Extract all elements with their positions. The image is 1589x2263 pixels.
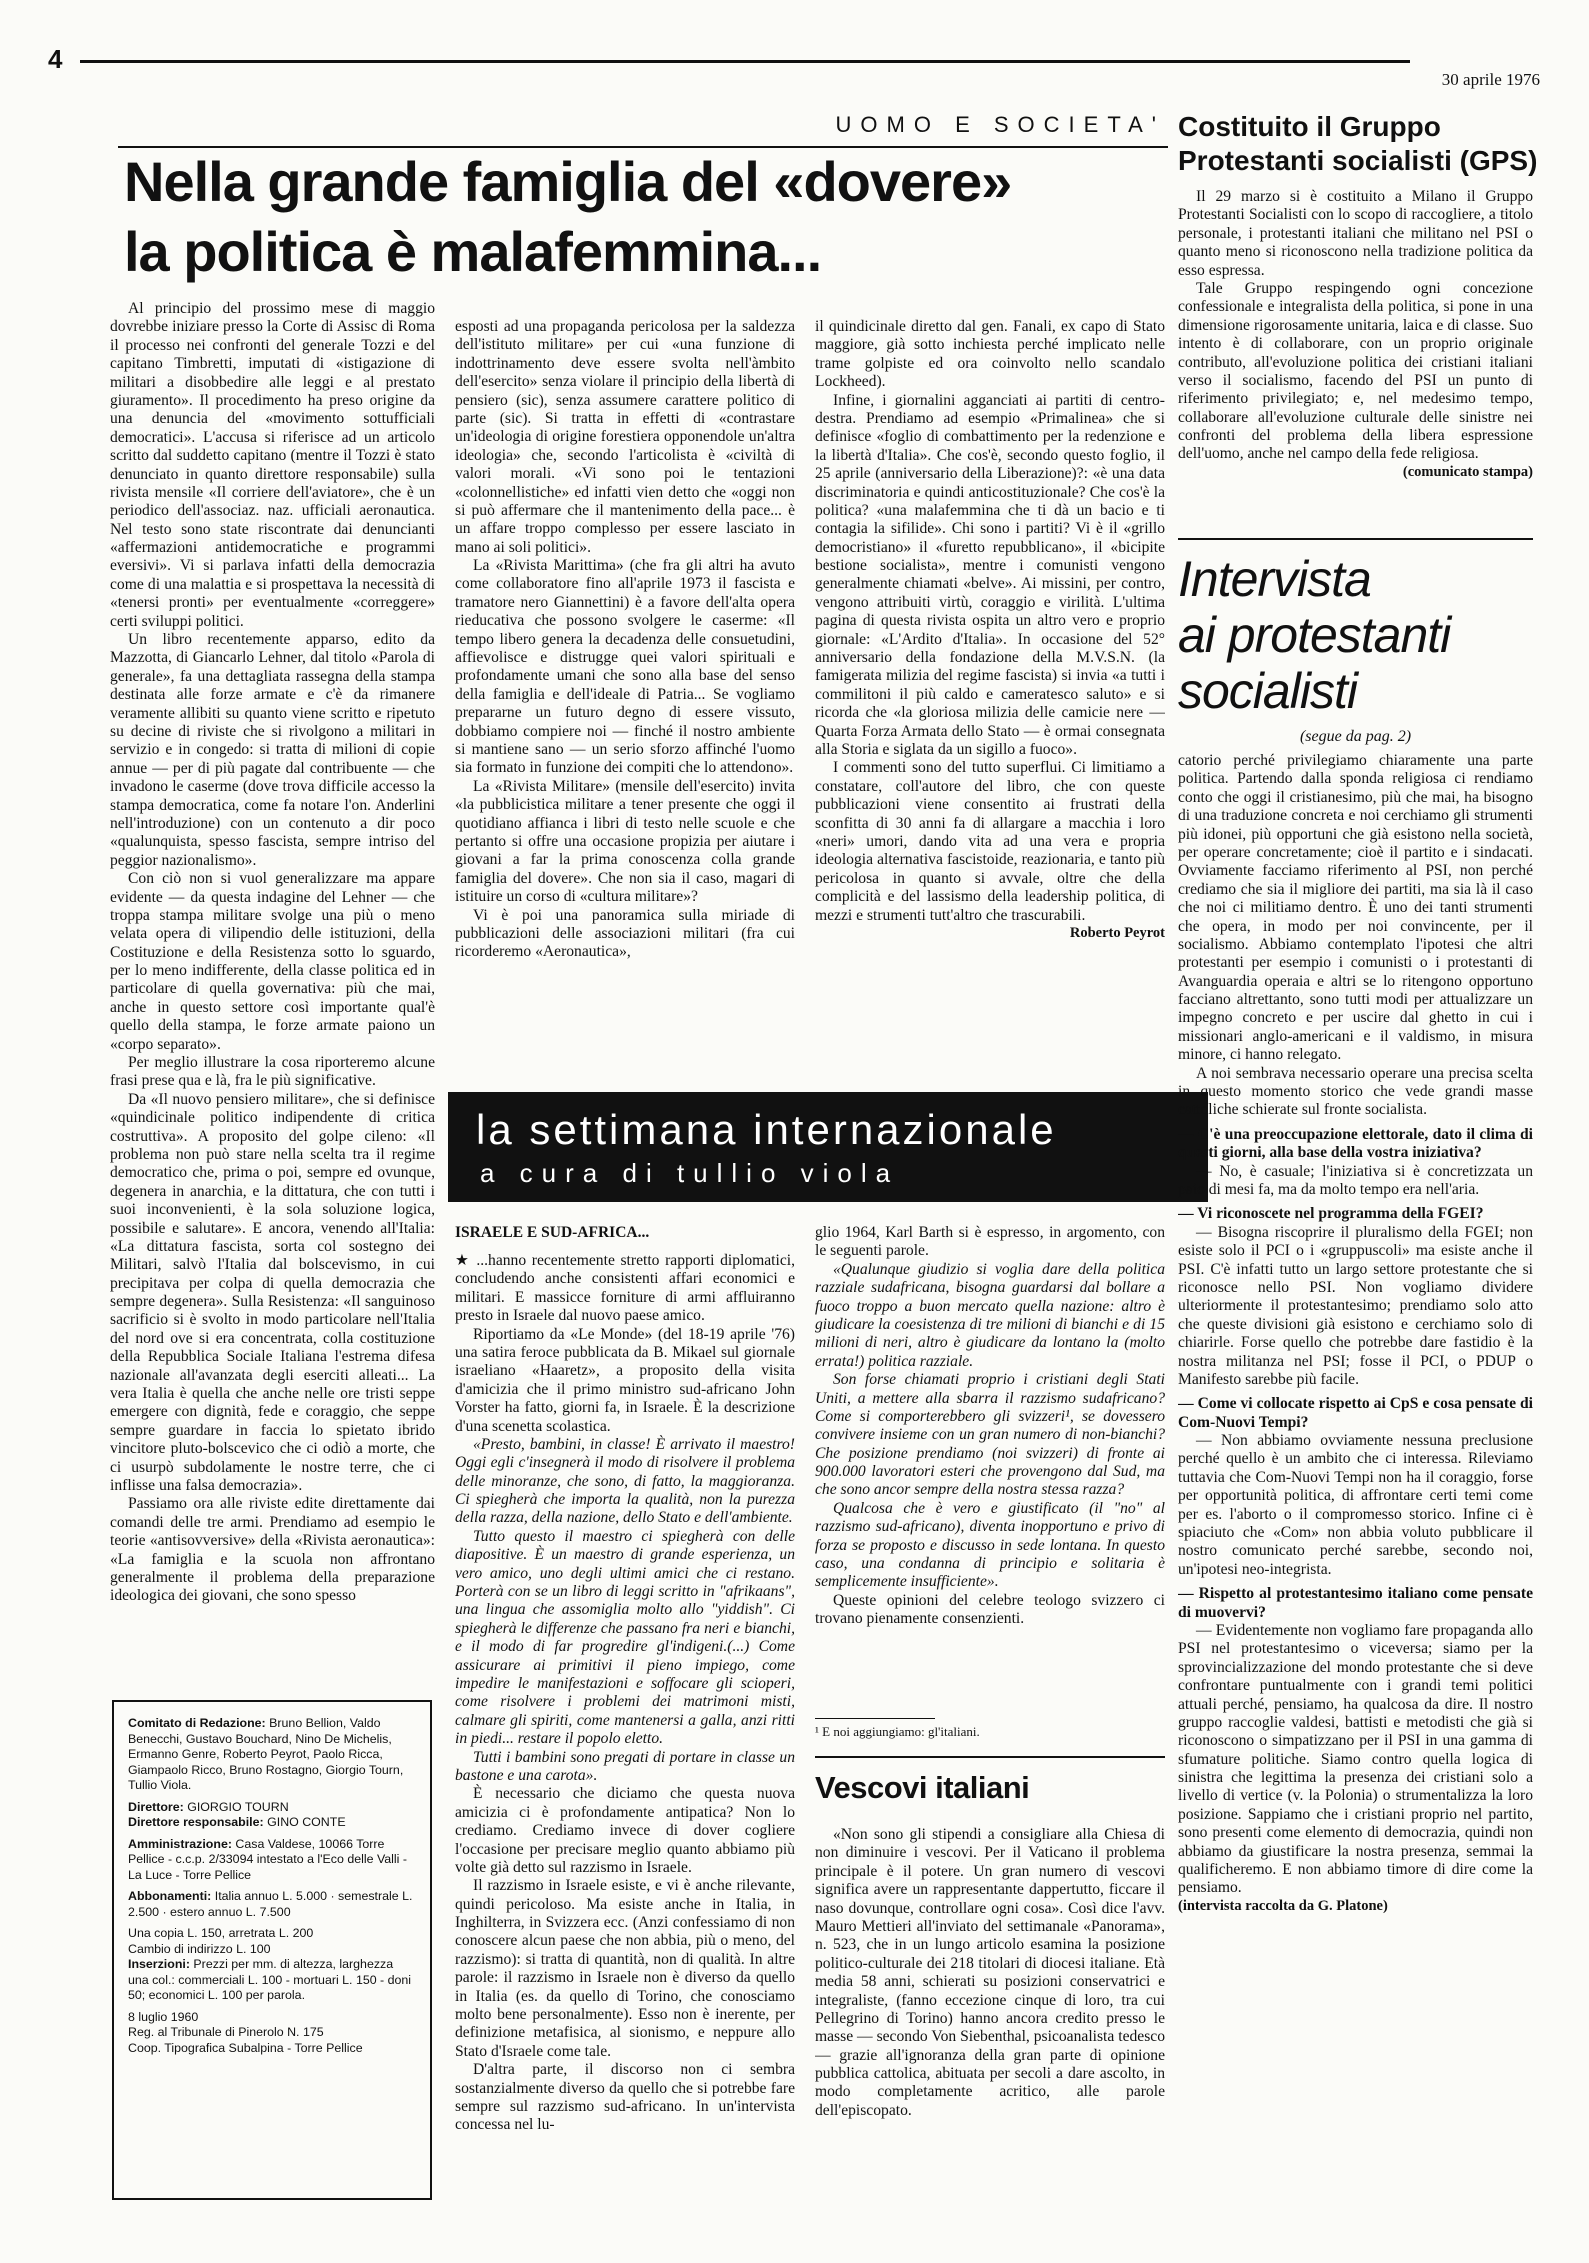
gps-signature: (comunicato stampa): [1402, 463, 1533, 480]
paragraph: Queste opinioni del celebre teologo svizzero ci trovano pienamente consenzienti.: [815, 1591, 1165, 1628]
question: — Vi riconoscete nel programma della FGEI?: [1178, 1205, 1484, 1223]
gps-title-1: Costituito il Gruppo: [1178, 111, 1441, 142]
answer-paragraph: — No, è casuale; l'iniziativa si è concretizzata un paio di mesi fa, ma da molto tempo era nell'aria.: [1178, 1162, 1533, 1198]
colophon-line: Direttore responsabile: GINO CONTE: [128, 1815, 346, 1829]
paragraph: il quindicinale diretto dal gen. Fanali, ex capo di Stato maggiore, già sotto inchiesta perché implicato nelle trame golpiste ed ora coinvolto nello scandalo Lockheed).: [815, 318, 1165, 391]
sidebar-rule: [1178, 538, 1533, 540]
international-col-1: [455, 1252, 795, 2217]
headline-line-1: Nella grande famiglia del «dovere»: [124, 150, 1012, 213]
paragraph: glio 1964, Karl Barth si è espresso, in argomento, con le seguenti parole.: [815, 1224, 1165, 1260]
colophon-line: Amministrazione: Casa Valdese, 10066 Torre Pellice - c.c.p. 2/33094 intestato a l'Eco delle Valli - La Luce - Torre Pellice: [128, 1836, 408, 1882]
page-number: 4: [48, 44, 63, 74]
colophon-line: Coop. Tipografica Subalpina - Torre Pellice: [128, 2040, 363, 2055]
paragraph: Tale Gruppo respingendo ogni concezione confessionale e integralista della politica, si pone in una dimensione rigorosamente unitaria, laica e di classe. Suo intento è di collaborare, con un proprio originale contributo, all'evoluzione politica dei cristiani italiani verso il socialismo, facendo del PSI un punto di riferimento privilegiato; e, nel medesimo tempo, collaborare all'evoluzione culturale delle sinistre nei confronti del problema della libera espressione dell'uomo, anche nel campo della fede religiosa.: [1178, 279, 1533, 463]
paragraph: È necessario che diciamo che questa nuova amicizia ci è profondamente antipatica? Non lo crediamo. Crediamo invece di dover cogliere l'occasione per precisare meglio quanto abbiamo più volte già detto sul razzismo in Israele.: [455, 1785, 795, 1876]
header-rule: [80, 60, 1410, 63]
paragraph: La «Rivista Marittima» (che fra gli altri ha avuto come collaboratore fino all'aprile 1973 il fascista e tramatore nero Giannettini) è a favore dell'alta opera rieducativa che possono svolgere le caserme: «Il tempo libero genera la decadenza delle consuetudini, affievolisce e distrugge quei valori spirituali e profondamente umani che sono alla base del senso della famiglia e dell'ideale di Patria... Se vogliamo prepararne un futuro degno di essere vissuto, dobbiamo compiere noi — finché il nostro ambiente si mantiene sano — un serio sforzo affinché l'uomo sia formato in funzione dei compiti che lo attendono».: [455, 557, 795, 777]
gps-title-2: Protestanti socialisti (GPS): [1178, 145, 1538, 176]
main-article-signature: Roberto Peyrot: [1069, 924, 1165, 941]
paragraph: La «Rivista Militare» (mensile dell'esercito) invita «la pubblicistica militare a tener presente che oggi il quotidiano affianca i libri di testo nelle scuole e che pertanto si offre una occasione propizia per aiutare i giovani a far la prima conoscenza colla grande famiglia del dovere». Che non sia il caso, magari di istituire un corso di «cultura militare»?: [455, 777, 795, 906]
question: — Come vi collocate rispetto ai CpS e cosa pensate di Com-Nuovi Tempi?: [1178, 1395, 1533, 1431]
interview-signature: (intervista raccolta da G. Platone): [1178, 1897, 1388, 1914]
quote-paragraph: Tutti i bambini sono pregati di portare in classe un bastone e una carota».: [455, 1748, 795, 1784]
paragraph: Vi è poi una panoramica sulla miriade di pubblicazioni delle associazioni militari (fra cui ricorderemo «Aeronautica»,: [455, 906, 795, 961]
colophon-line: Direttore: GIORGIO TOURN: [128, 1799, 289, 1814]
paragraph: Riportiamo da «Le Monde» (del 18-19 aprile '76) una satira feroce pubblicata da B. Mikael sul giornale israeliano «Haaretz», a proposito della visita d'amicizia che il primo ministro sud-africano John Vorster ha fatto, giorni fa, in Israele. È la descrizione d'una scenetta scolastica.: [455, 1325, 795, 1435]
answer-paragraph: — Non abbiamo ovviamente nessuna preclusione perché quello è un ambito che ci interessa. Rileviamo tuttavia che Com-Nuovi Tempi non ha il coraggio, forse per opportunità politica, di affrontare certi temi come per es. l'aborto o il compromesso storico. Infine ci è spiaciuto che «Com» non abbia voluto pubblicare il nostro comunicato perché sarebbe, secondo noi, un'ipotesi neo-integrista.: [1178, 1432, 1533, 1578]
colophon-line: Una copia L. 150, arretrata L. 200: [128, 1926, 314, 1940]
colophon-line: Cambio di indirizzo L. 100: [128, 1941, 271, 1956]
paragraph: Il razzismo in Israele esiste, e vi è anche rilevante, quindi pericoloso. Ma esiste anche in Italia, in Inghilterra, in Svizzera ecc. (Anzi confessiamo di non conoscere alcun paese che non abbia, più o meno, del razzismo): si tratta di quantità, non di qualità. In altre parole: il razzismo in Israele non è diverso da quello in Italia (es. da quello di Torino, che conosciamo molto bene personalmente). Esso non è inerente, per definizione metafisica, al sionismo, e neppure allo Stato d'Israele come tale.: [455, 1877, 795, 2060]
paragraph: Per meglio illustrare la cosa riporteremo alcune frasi prese qua e là, fra le più significative.: [110, 1054, 435, 1090]
international-heading: ISRAELE E SUD-AFRICA...: [455, 1224, 650, 1241]
colophon-line: Reg. al Tribunale di Pinerolo N. 175: [128, 2025, 324, 2039]
footnote-rule: [815, 1718, 935, 1719]
question: — Rispetto al protestantesimo italiano come pensate di muovervi?: [1178, 1585, 1533, 1621]
colophon-line: Comitato di Redazione: Bruno Bellion, Valdo Benecchi, Gustavo Bouchard, Nino De Michelis, Ermanno Genre, Roberto Peyrot, Paolo Ricca, Giampaolo Ricco, Bruno Rostagno, Giorgio Tourn, Tullio Viola.: [128, 1716, 404, 1792]
answer-paragraph: A noi sembrava necessario operare una precisa scelta in questo momento storico che vede grandi masse cattoliche schierate sul fronte socialista.: [1178, 1064, 1533, 1119]
quote-paragraph: Qualcosa che è vero e giustificato (il "no" al razzismo sud-africano), diventa inopportuno e privo di forza se proposto e discusso in sede lontana. In questo caso, una condanna di principio e solitaria è semplicemente insufficiente».: [815, 1499, 1165, 1591]
answer-paragraph: catorio perché privilegiamo chiaramente una parte politica. Partendo dalla sponda religiosa ci rendiamo conto che oggi il cristianesimo, più che mai, ha bisogno di una traduzione concreta e noi cerchiamo gli strumenti più idonei, più opportuni che già esistono nella società, per operare concretamente; cioè il partito e i sindacati. Ovviamente facciamo riferimento al PSI, non perché crediamo che sia il migliore dei partiti, ma sia là il caso che noi ci militiamo dentro. È uno dei tanti strumenti che opera, in modo per noi convincente, per il socialismo. Abbiamo contemplato l'ipotesi che altri protestanti per esempio i comunisti o i protestanti di Avanguardia operaia e altri se lo ritengono opportuno facciano altrettanto, sono tutti modi per attualizzare un impegno concreto e per uscire dal ghetto in cui i missionari anglo-americani e il valdismo, in misura minore, ci hanno relegato.: [1178, 752, 1533, 1064]
quote-paragraph: «Presto, bambini, in classe! È arrivato il maestro! Oggi egli c'insegnerà il modo di risolvere il problema delle minoranze, che sono, di fatto, la maggioranza. Ci spiegherà che importa la qualità, non la purezza della razza, della nazione, dello Stato e dell'ambiente.: [455, 1435, 795, 1527]
colophon-line: Abbonamenti: Italia annuo L. 5.000 · semestrale L. 2.500 · estero annuo L. 7.500: [128, 1889, 413, 1919]
banner-subtitle: a cura di tullio viola: [480, 1158, 900, 1188]
colophon-line: Inserzioni: Prezzi per mm. di altezza, larghezza una col.: commerciali L. 100 - mortuari L. 150 - doni 50; economici L. 100 per parola.: [128, 1957, 412, 2002]
colophon-line: 8 luglio 1960: [128, 2009, 199, 2024]
paragraph: Il 29 marzo si è costituito a Milano il Gruppo Protestanti Socialisti con lo scopo di raccogliere, a titolo personale, i protestanti italiani che militano nel PSI o quanto meno si riconoscono nella tradizione politica da esso espressa.: [1178, 188, 1533, 279]
paragraph: I commenti sono del tutto superflui. Ci limitiamo a constatare, coll'autore del libro, che con queste pubblicazioni viene consentito ai frustrati della sconfitta di 30 anni fa di allargare a macchia i loro «neri» umori, dando vita ad una vera e propria ideologia alternativa fascistoide, reazionaria, e tanto più pericolosa in quanto si avvale, oltre che della complicità e del lassismo della leadership politica, di mezzi e strumenti tutt'altro che trascurabili.: [815, 759, 1165, 924]
interview-continued: (segue da pag. 2): [1299, 728, 1412, 745]
main-article-col-3: [815, 318, 1165, 1078]
interview-text: [1178, 752, 1533, 2222]
gps-text: [1178, 188, 1533, 518]
interview-title-2: ai protestanti: [1178, 607, 1451, 663]
main-article-col-1: [110, 300, 435, 1680]
vescovi-title: Vescovi italiani: [815, 1770, 1030, 1805]
paragraph: «Non sono gli stipendi a consigliare alla Chiesa di non diminuire i vescovi. Per il Vaticano il problema principale è il potere. Un gran numero di vescovi significa avere un rappresentante dappertutto, ficcare il naso dovunque, controllare ogni cosa». Così dice l'avv. Mauro Mettieri all'inviato del settimanale «Panorama», n. 523, che in un lungo articolo esamina la posizione politico-culturale dei 218 titolari di diocesi italiane. Età media 58 anni, schierati su posizioni conservatrici e integraliste, (fanno eccezione cinque di loro, tra cui Pellegrino di Torino) hanno ancora credito presso le masse — secondo Von Siebenthal, psicoanalista tedesco — grazie all'ignoranza della gran parte di opinione pubblica cattolica, abituata per secoli a dare ascolto, in modo completamente acritico, alle parole dell'episcopato.: [815, 1826, 1165, 2119]
paragraph: D'altra parte, il discorso non ci sembra sostanzialmente diverso da quello che si potrebbe fare sempre sul razzismo sud-africano. In un'intervista concessa nel lu-: [455, 2061, 795, 2134]
colophon-box: [112, 1700, 432, 2200]
headline-line-2: la politica è malafemmina...: [124, 220, 822, 283]
vescovi-text: [815, 1826, 1165, 2216]
quote-paragraph: Son forse chiamati proprio i cristiani degli Stati Uniti, a mettere alla sbarra il razzismo sudafricano? Come si comporterebbero gli svizzeri¹, se dovessero convivere insieme con un gran numero di non-bianchi? Che posizione prendiamo (noi svizzeri) di fronte ai 900.000 lavoratori esteri che provengono dal Sud, ma che sono ancor sempre della nostra stessa razza?: [815, 1371, 1165, 1499]
answer-paragraph: — Evidentemente non vogliamo fare propaganda allo PSI nel protestantesimo o viceversa; siamo per la sprovincializzazione del mondo protestante che si deve confrontare puntualmente con i grandi temi politici attuali perché, pensiamo, ha qualcosa da dire. Il nostro gruppo raccoglie valdesi, battisti e metodisti che già si riconoscono o simpatizzano per il PSI in una gamma di sfumature politiche. Siamo contro quella logica di sinistra che legittima la presenza dei cristiani solo a livello di vertice (v. la Polonia) o strumentalizza la loro posizione. Sappiamo che i cristiani proprio nel partito, sono presenti come elemento di democrazia, quindi non abbiamo da giustificare la nostra presenza, semmai la qualificheremo. E non abbiamo timore di dire come la pensiamo.: [1178, 1621, 1533, 1897]
interview-title-1: Intervista: [1178, 551, 1371, 607]
vescovi-top-rule: [815, 1756, 1165, 1758]
paragraph: Infine, i giornalini agganciati ai partiti di centro-destra. Prendiamo ad esempio «Primalinea» che si definisce «foglio di combattimento per la redenzione e la libertà d'Italia». Che cos'è, secondo questo foglio, il 25 aprile (anniversario della Liberazione)?: «è una data discriminatoria e quindi anticostituzionale? Che cos'è la politica? «una malafemmina che ti dà un bacio e ti contagia la sifilide». Chi sono i partiti? Vi è il «grillo democristiano» il «furetto repubblicano», il «bicipite bestione socialista», mentre i comunisti vengono generalmente chiamati «belve». Ai missini, per contro, vengono attribuiti virtù, coraggio e virilità. L'ultima pagina di questa rivista ospita un altro vero e proprio giornale: «L'Ardito d'Italia». In occasione del 52° anniversario della fondazione della M.V.S.N. (la famigerata milizia del regime fascista) si invia «a tutti i commilitoni il più caldo e cameratesco saluto» e si ricorda che «la gloriosa milizia delle camicie nere — Quarta Forza Armata dello Stato — è ormai consegnata alla Storia e siglata da un sigillo a fuoco».: [815, 391, 1165, 758]
main-article-col-2: [455, 318, 795, 1078]
banner-title: la settimana internazionale: [476, 1106, 1057, 1153]
issue-date: 30 aprile 1976: [1441, 70, 1540, 89]
international-banner: [448, 1092, 1208, 1202]
paragraph: Da «Il nuovo pensiero militare», che si definisce «quindicinale politico indipendente di critica costruttiva». A proposito del golpe cileno: «Il problema non può stare nella scelta tra il regime democratico che, prima o poi, sempre ed ovunque, degenera in anarchia, e la dittatura, che con tutti i suoi inconvenienti, è la sola soluzione logica, possibile e salutare». E ancora, venendo all'Italia: «La dittatura fascista, sorta col sostegno dei Militari, salvò l'Italia dal bolscevismo, in cui precipitava per colpa di quella democrazia che sempre degenera». Sulla Resistenza: «Il sanguinoso sacrificio si è svolto in modo particolare nell'Italia del nord ove si era concentrata, colla costituzione della Repubblica Sociale Italiana l'estrema difesa nazionale all'avanzata degli eserciti alleati... La vera Italia è quella che anche nelle ore tristi seppe emergere con dignità, fede e coraggio, che seppe sempre guardare in faccia lo spietato ibrido vincitore pluto-bolscevico che ci odiò a morte, che ci usurpò subdolamente le nostre terre, che ci inflisse una falsa democrazia».: [110, 1090, 435, 1494]
international-col-2: [815, 1224, 1165, 1704]
footnote: ¹ E noi aggiungiamo: gl'italiani.: [815, 1724, 980, 1739]
section-rule: [118, 146, 1168, 148]
answer-paragraph: — Bisogna riscoprire il pluralismo della FGEI; non esiste solo il PCI o i «gruppuscoli» ma esiste anche il PSI. C'è infatti tutto un largo settore protestante che si riconosce nello PSI. Non vogliamo dividere ulteriormente il protestantesimo; prendiamo solo atto che queste divisioni già esistono e cerchiamo solo di chiarirle. Forse quello che potrebbe dare fastidio è la nostra militanza nel PSI; fosse il PCI, o PDUP o Manifesto sarebbe più facile.: [1178, 1223, 1533, 1388]
question: — C'è una preoccupazione elettorale, dato il clima di questi giorni, alla base della vostra iniziativa?: [1178, 1125, 1533, 1162]
interview-title-3: socialisti: [1178, 663, 1357, 719]
paragraph: Passiamo ora alle riviste edite direttamente dai comandi delle tre armi. Prendiamo ad esempio le teorie «antisovversive» della «Rivista aeronautica»: «La famiglia e la scuola non affrontano generalmente il problema della preparazione ideologica dei giovani, che sono spesso: [110, 1495, 435, 1605]
paragraph: esposti ad una propaganda pericolosa per la saldezza dell'istituto militare» per cui «una funzione di indottrinamento deve essere svolta nell'àmbito dell'esercito» senza violare il principio della libertà di pensiero (sic), senza assumere carattere politico di parte (sic). Si tratta in effetti di «contrastare un'ideologia di origine forestiera opponendole un'altra ideologia» che, secondo l'articolista è «civiltà di valori morali. «Vi sono poi le tentazioni «colonnellistiche» ed infatti vien detto che «oggi non si può affermare che il mantenimento della pace... è un affare troppo complesso per essere lasciato in mano ai soli politici».: [455, 318, 795, 556]
section-label: UOMO E SOCIETA': [835, 112, 1165, 137]
quote-paragraph: Tutto questo il maestro ci spiegherà con delle diapositive. È un maestro di grande esperienza, un vero amico, uno degli ultimi amici che ci restano. Porterà con se un libro di leggi scritto in "afrikaans", una lingua che assomiglia molto allo "yiddish". Ci spiegherà le differenze che passano fra neri e bianchi, e il modo di far progredire gl'indigeni.(...) Come assicurare ai primitivi il pieno impiego, come impedire le manifestazioni e soffocare gli scioperi, come risolvere i problemi dei matrimoni misti, calmare gli spiriti, come mantenersi a galla, anzi ritti in piedi... restare il popolo eletto.: [455, 1527, 795, 1748]
quote-paragraph: «Qualunque giudizio si voglia dare della politica razziale sudafricana, bisogna guardarsi dal bollare a fuoco troppo a buon mercato quella nazione: altro è giudicare la coesistenza di tre milioni di bianchi e di 15 milioni di neri, altro è giudicare da lontano la (molto errata!) politica razziale.: [815, 1260, 1165, 1370]
paragraph: Al principio del prossimo mese di maggio dovrebbe iniziare presso la Corte di Assisc di Roma il processo nei confronti del generale Tozzi e del capitano Timbretti, imputati di «istigazione di militari a disobbedire alle leggi e al prestato giuramento». Il procedimento ha preso origine da una denuncia del «movimento sottufficiali democratici». L'accusa si riferisce ad un articolo scritto dal suddetto capitano (mentre il Tozzi è stato denunciato in quanto direttore responsabile) sulla rivista mensile «Il corriere dell'aviatore», che è un periodico dell'associaz. naz. ufficiali aeronautica. Nel testo sono state riscontrate dai denuncianti «affermazioni antidemocratiche e programmi eversivi». Vi si parlava infatti della democrazia come di una malattia e si prospettava la necessità di «tenersi pronti» per eventualmente «correggere» certi sviluppi politici.: [110, 300, 435, 630]
paragraph: ★ ...hanno recentemente stretto rapporti diplomatici, concludendo anche consistenti affari economici e militari. E massicce forniture di armi affluiranno presto in Israele dal nuovo paese amico.: [455, 1252, 795, 1325]
paragraph: Un libro recentemente apparso, edito da Mazzotta, di Giancarlo Lehner, dal titolo «Parola di generale», fa una dettagliata rassegna della stampa destinata alle forze armate e c'è da rimanere veramente allibiti su quanto viene scritto e ripetuto su decine di riviste che si rivolgono a militari in servizio e in congedo: si tratta di milioni di copie annue — per di più pagate dal contribuente — che invadono le caserme (dove trova difficile accesso la stampa democratica, come fa notare l'on. Anderlini nell'introduzione) con un contenuto a dir poco «qualunquista, spesso fascista, sempre intriso del peggior nazionalismo».: [110, 631, 435, 869]
paragraph: Con ciò non si vuol generalizzare ma appare evidente — da questa indagine del Lehner — che troppa stampa militare svolge una più o meno velata opera di vilipendio delle istituzioni, della Costituzione e della Resistenza sotto lo sguardo, per lo meno indifferente, della classe politica ed in particolare di quella governativa: più che mai, anche in questo settore così importante qual'è quello della stampa, le forze armate paiono un «corpo separato».: [110, 870, 435, 1053]
